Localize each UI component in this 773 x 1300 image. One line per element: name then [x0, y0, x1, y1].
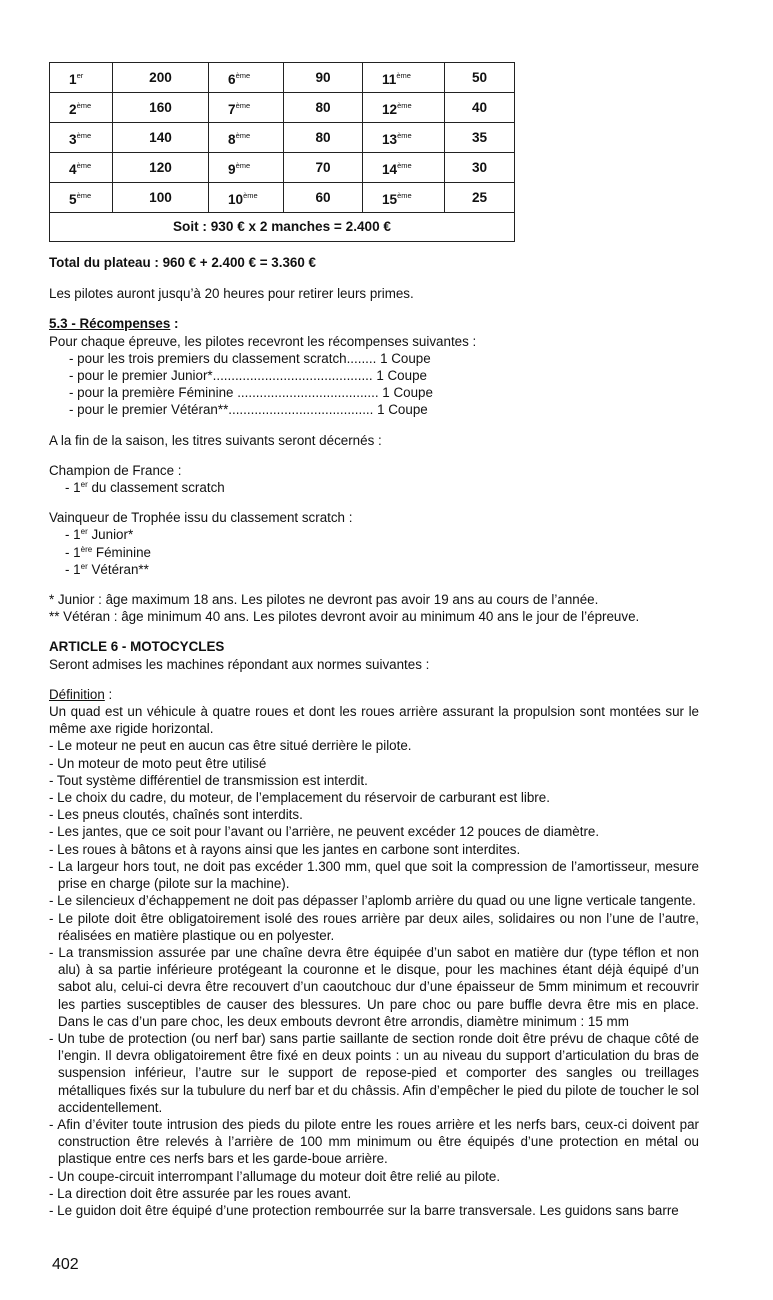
rule-item: - Le moteur ne peut en aucun cas être situé derrière le pilote. — [49, 738, 412, 754]
trophee-item: - 1er Junior* — [65, 527, 134, 543]
prize-amount-cell: 90 — [284, 63, 363, 93]
trophee-item: - 1ère Féminine — [65, 544, 151, 560]
article6-rules — [49, 737, 699, 1219]
prize-amount-cell: 80 — [284, 123, 363, 153]
rule-item: - La largeur hors tout, ne doit pas excéder 1.300 mm, quel que soit la compression de l’amortisseur, mesure prise en charge (pilote sur la machine). — [49, 858, 699, 892]
prize-table-row — [50, 153, 515, 183]
prize-amount-cell: 60 — [284, 183, 363, 213]
prize-table-row — [50, 63, 515, 93]
prize-table-row — [50, 93, 515, 123]
prize-total: Soit : 930 € x 2 manches = 2.400 € — [50, 213, 515, 242]
recompenses-intro: Pour chaque épreuve, les pilotes recevront les récompenses suivantes : — [49, 333, 477, 349]
article6-heading: ARTICLE 6 - MOTOCYCLES — [49, 639, 225, 655]
prize-amount-cell: 40 — [445, 93, 515, 123]
trophee-list — [49, 526, 699, 578]
footnote-junior: * Junior : âge maximum 18 ans. Les pilotes ne devront pas avoir 19 ans au cours de l’année. — [49, 592, 599, 608]
prize-rank-cell: 6ème — [209, 63, 284, 93]
champion-item: - 1er du classement scratch — [65, 480, 225, 496]
prize-amount-cell: 50 — [445, 63, 515, 93]
primes-note: Les pilotes auront jusqu’à 20 heures pour retirer leurs primes. — [49, 286, 414, 302]
prize-table-row — [50, 183, 515, 213]
prize-amount-cell: 25 — [445, 183, 515, 213]
document-page — [49, 62, 699, 1219]
recompenses-heading-line — [49, 315, 699, 332]
recompenses-heading-colon: : — [170, 316, 179, 332]
prize-amount-cell: 70 — [284, 153, 363, 183]
rule-item: - Le guidon doit être équipé d’une protection rembourrée sur la barre transversale. Les guidons sans barre — [49, 1202, 679, 1218]
recompense-item: - pour les trois premiers du classement scratch........ 1 Coupe — [69, 350, 431, 366]
prize-rank-cell: 3ème — [50, 123, 113, 153]
rule-item: - Un coupe-circuit interrompant l’allumage du moteur doit être relié au pilote. — [49, 1168, 501, 1184]
prize-amount-cell: 80 — [284, 93, 363, 123]
prize-amount-cell: 30 — [445, 153, 515, 183]
rule-item: - La transmission assurée par une chaîne devra être équipée d’un sabot en matière dur (type téflon et non alu) à sa partie inférieure protégeant la couronne et le disque, pour les machines étant déjà équipé d’un sabot alu, celui-ci devra être recouvert d’un caoutchouc dur d’une épaisseur de 5mm minimum et recouvrir les parties susceptibles de causer des blessures. Un pare choc ou pare buffle devra être mis en place. Dans le cas d’un pare choc, les deux embouts devront être arrondis, diamètre minimum : 15 mm — [49, 944, 699, 1029]
recompense-item: - pour le premier Vétéran**....................................... 1 Coupe — [69, 402, 428, 418]
prize-rank-cell: 1er — [50, 63, 113, 93]
rule-item: - Les pneus cloutés, chaînés sont interdits. — [49, 807, 303, 823]
recompense-item: - pour la première Féminine ...................................... 1 Coupe — [69, 385, 433, 401]
recompense-item: - pour le premier Junior*........................................... 1 Coupe — [69, 368, 427, 384]
recompenses-heading: 5.3 - Récompenses — [49, 316, 171, 332]
article6-intro: Seront admises les machines répondant aux normes suivantes : — [49, 656, 430, 672]
prize-table-row — [50, 123, 515, 153]
rule-item: - Le silencieux d’échappement ne doit pas dépasser l’aplomb arrière du quad ou une ligne verticale tangente. — [49, 893, 696, 909]
prize-rank-cell: 4ème — [50, 153, 113, 183]
prize-rank-cell: 5ème — [50, 183, 113, 213]
titles-intro: A la fin de la saison, les titres suivants seront décernés : — [49, 432, 382, 448]
prize-amount-cell: 35 — [445, 123, 515, 153]
prize-rank-cell: 14ème — [363, 153, 445, 183]
rule-item: - Afin d’éviter toute intrusion des pieds du pilote entre les roues arrière et les nerfs bars, ceux-ci doivent par construction être relevés à l’arrière de 100 mm minimum ou être équipés d’une protection en métal ou plastique entre ces nerfs bars et les garde-boue arrière. — [49, 1116, 699, 1167]
rule-item: - Un tube de protection (ou nerf bar) sans partie saillante de section ronde doit être prévu de chaque côté de l’engin. Il devra obligatoirement être fixé en deux points : un au niveau du support d’articulation du bras de suspension inférieur, l’autre sur le support de repose-pied et comporter des sangles ou treillages métalliques fixés sur la tubulure du nerf bar et du châssis. Afin d’empêcher le pied du pilote de toucher le sol accidentellement. — [49, 1030, 699, 1115]
prize-amount-cell: 160 — [113, 93, 209, 123]
prize-rank-cell: 11ème — [363, 63, 445, 93]
prize-amount-cell: 100 — [113, 183, 209, 213]
prize-rank-cell: 10ème — [209, 183, 284, 213]
total-plateau: Total du plateau : 960 € + 2.400 € = 3.360 € — [49, 255, 316, 270]
prize-rank-cell: 12ème — [363, 93, 445, 123]
champion-label: Champion de France : — [49, 462, 182, 478]
rule-item: - Les jantes, que ce soit pour l’avant ou l’arrière, ne peuvent excéder 12 pouces de diamètre. — [49, 824, 600, 840]
definition-text: Un quad est un véhicule à quatre roues et dont les roues arrière assurant la propulsion sont montées sur le même axe rigide horizontal. — [49, 704, 699, 737]
definition-label-line: Définition : — [49, 686, 113, 702]
prize-table — [49, 62, 515, 242]
prize-rank-cell: 15ème — [363, 183, 445, 213]
footnote-veteran: ** Vétéran : âge minimum 40 ans. Les pilotes devront avoir au minimum 40 ans le jour de l’épreuve. — [49, 609, 640, 625]
prize-rank-cell: 7ème — [209, 93, 284, 123]
prize-rank-cell: 2ème — [50, 93, 113, 123]
prize-amount-cell: 200 — [113, 63, 209, 93]
rule-item: - La direction doit être assurée par les roues avant. — [49, 1185, 352, 1201]
trophee-item: - 1er Vétéran** — [65, 561, 149, 577]
page-number: 402 — [52, 1256, 79, 1273]
rule-item: - Le pilote doit être obligatoirement isolé des roues arrière par deux ailes, solidaires ou non l’une de l’autre, réalisées en matière plastique ou en polyester. — [49, 910, 699, 943]
trophee-label: Vainqueur de Trophée issu du classement scratch : — [49, 510, 353, 526]
rule-item: - Les roues à bâtons et à rayons ainsi que les jantes en carbone sont interdites. — [49, 841, 521, 857]
prize-amount-cell: 120 — [113, 153, 209, 183]
rule-item: - Tout système différentiel de transmission est interdit. — [49, 772, 368, 788]
rule-item: - Un moteur de moto peut être utilisé — [49, 755, 267, 771]
recompenses-list — [49, 350, 699, 419]
prize-rank-cell: 13ème — [363, 123, 445, 153]
prize-rank-cell: 9ème — [209, 153, 284, 183]
prize-amount-cell: 140 — [113, 123, 209, 153]
prize-rank-cell: 8ème — [209, 123, 284, 153]
definition-label: Définition — [49, 686, 105, 702]
rule-item: - Le choix du cadre, du moteur, de l’emplacement du réservoir de carburant est libre. — [49, 790, 550, 806]
